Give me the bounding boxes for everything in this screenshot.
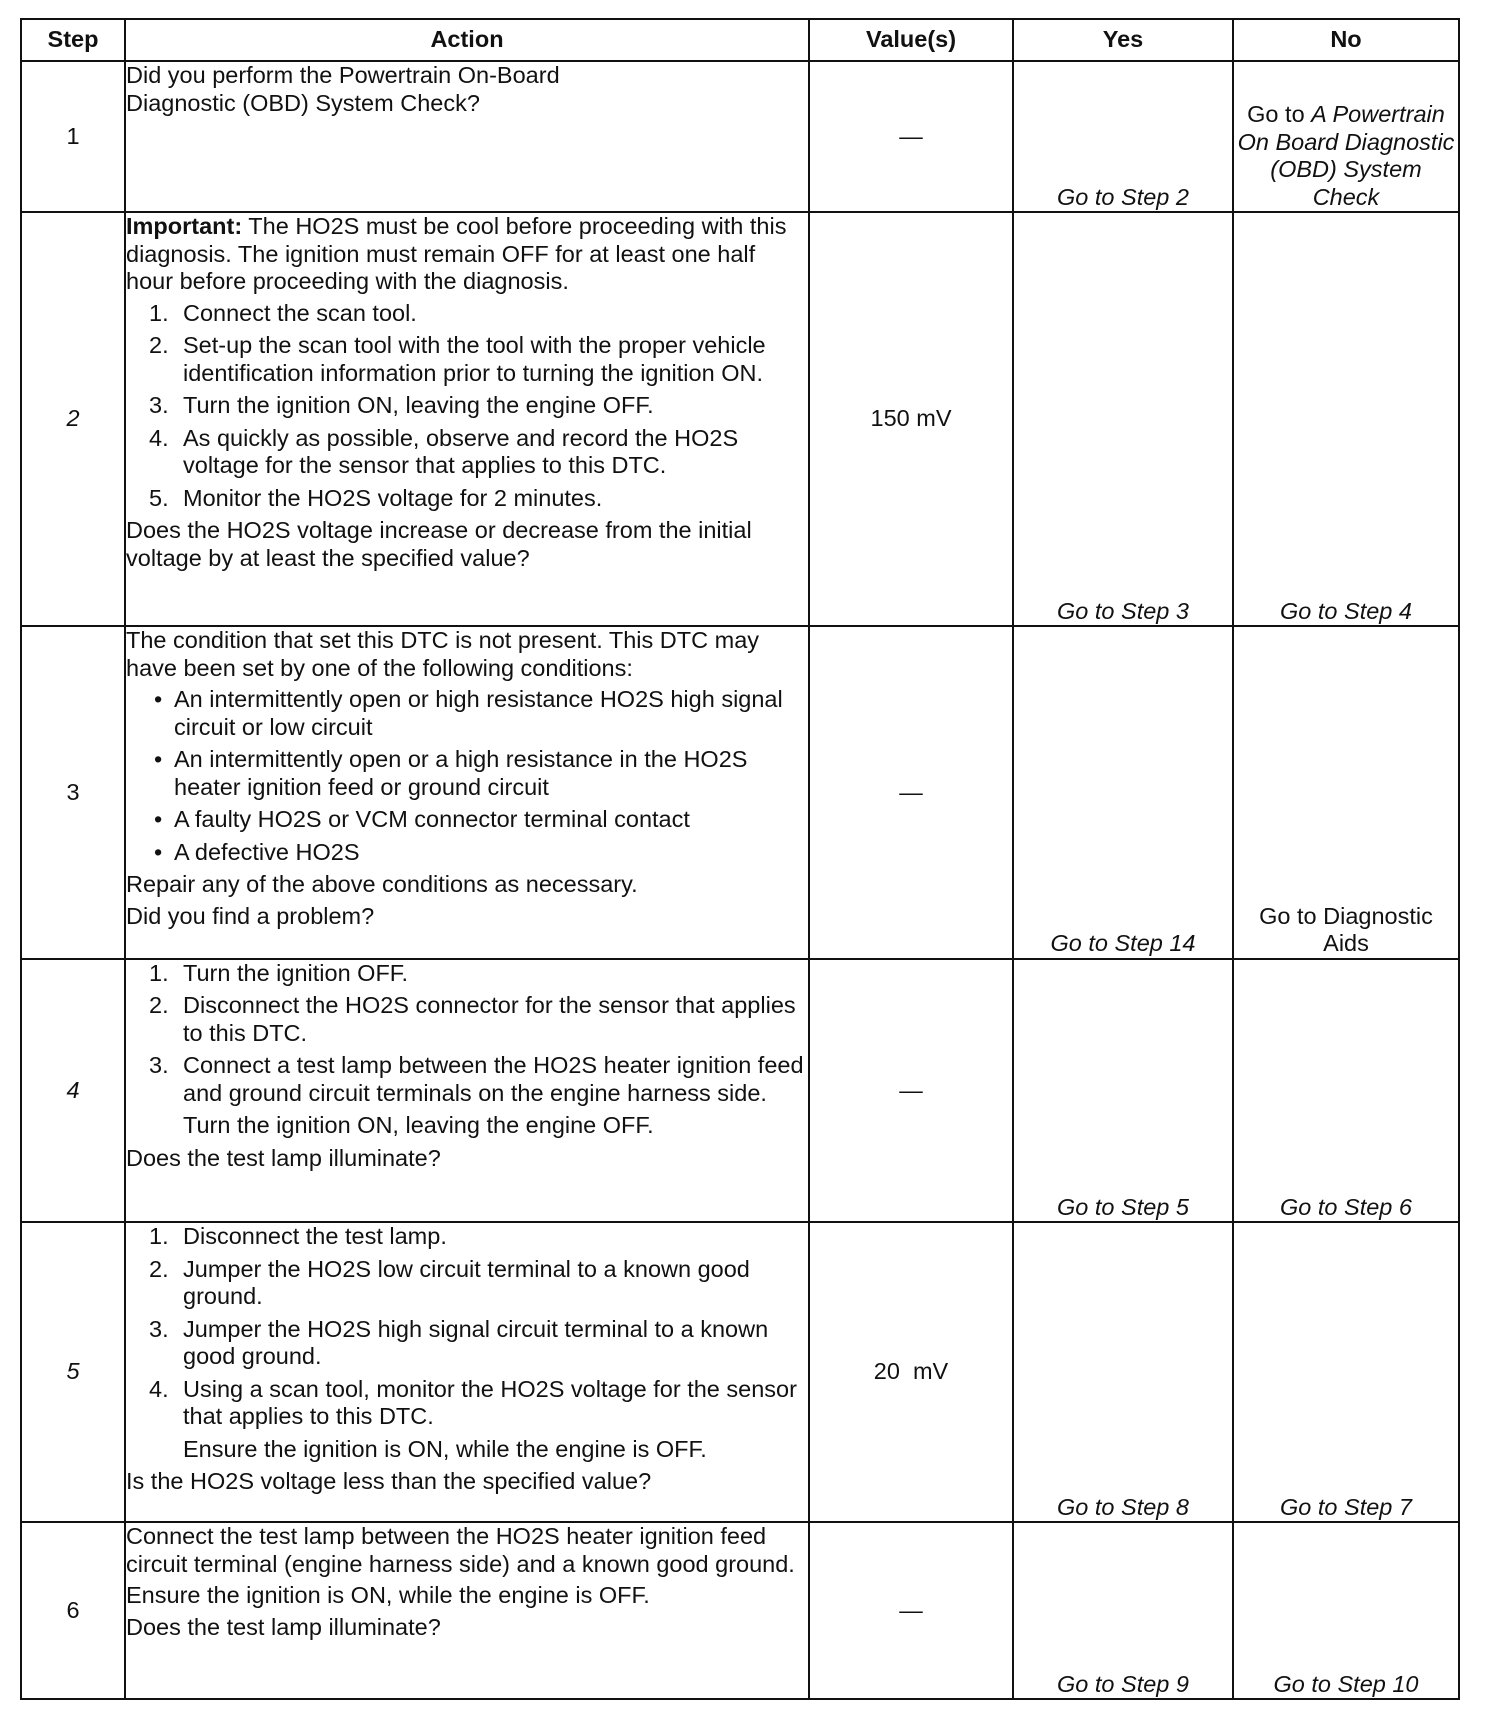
- header-row: [21, 19, 1459, 61]
- list-item: • A faulty HO2S or VCM connector terminal contact: [174, 806, 808, 834]
- yes-cell: Go to Step 5: [1013, 959, 1233, 1222]
- no-cell: [1233, 61, 1459, 212]
- procedure-list: [126, 1223, 808, 1463]
- yes-cell: Go to Step 14: [1013, 626, 1233, 958]
- table-row: [21, 1522, 1459, 1699]
- no-cell: Go to Step 4: [1233, 212, 1459, 626]
- action-text: Did you perform the Powertrain On-Board Diagnostic (OBD) System Check?: [126, 62, 560, 116]
- no-prefix: Go to: [1247, 101, 1312, 128]
- action-cell: [125, 61, 809, 212]
- yes-cell: Go to Step 2: [1013, 61, 1233, 212]
- list-item: 2. Jumper the HO2S low circuit terminal to a known good ground.: [183, 1256, 808, 1311]
- no-cell: Go to Diagnostic Aids: [1233, 626, 1459, 958]
- step-number: 4: [21, 959, 125, 1222]
- no-link-text: A Powertrain On Board Diagnostic (OBD) System Check: [1237, 101, 1455, 210]
- header-no: No: [1233, 19, 1459, 61]
- table-row: [21, 959, 1459, 1222]
- list-item: • An intermittently open or a high resistance in the HO2S heater ignition feed or ground circuit: [174, 746, 808, 801]
- list-item: 1. Connect the scan tool.: [183, 300, 808, 328]
- step-number: 5: [21, 1222, 125, 1522]
- value-cell: —: [809, 959, 1013, 1222]
- action-question: Does the test lamp illuminate?: [126, 1144, 441, 1171]
- value-cell: 150 mV: [809, 212, 1013, 626]
- no-cell: Go to Step 10: [1233, 1522, 1459, 1699]
- list-continuation: Ensure the ignition is ON, while the engine is OFF.: [183, 1435, 707, 1462]
- no-cell: Go to Step 7: [1233, 1222, 1459, 1522]
- important-note: [126, 213, 808, 296]
- list-item: 1. Turn the ignition OFF.: [183, 960, 808, 988]
- action-intro: The condition that set this DTC is not present. This DTC may have been set by one of the following conditions:: [126, 627, 760, 681]
- no-cell: Go to Step 6: [1233, 959, 1459, 1222]
- list-continuation: Turn the ignition ON, leaving the engine OFF.: [183, 1112, 654, 1139]
- action-intro: Connect the test lamp between the HO2S heater ignition feed circuit terminal (engine harness side) and a known good ground.: [126, 1523, 795, 1577]
- list-item: • An intermittently open or high resistance HO2S high signal circuit or low circuit: [174, 686, 808, 741]
- value-cell: 20 mV: [809, 1222, 1013, 1522]
- important-text: The HO2S must be cool before proceeding with this diagnosis. The ignition must remain OFF for at least one half hour before proceeding with the diagnosis.: [126, 213, 787, 295]
- yes-cell: Go to Step 9: [1013, 1522, 1233, 1699]
- action-question: Is the HO2S voltage less than the specified value?: [126, 1468, 652, 1495]
- header-yes: Yes: [1013, 19, 1233, 61]
- action-cell: [125, 212, 809, 626]
- action-repair: Repair any of the above conditions as necessary.: [126, 871, 638, 898]
- value-cell: —: [809, 61, 1013, 212]
- value-cell: —: [809, 1522, 1013, 1699]
- list-item: 4. Using a scan tool, monitor the HO2S voltage for the sensor that applies to this DTC.: [183, 1376, 808, 1431]
- table-row: [21, 626, 1459, 958]
- yes-cell: Go to Step 8: [1013, 1222, 1233, 1522]
- important-label: Important:: [126, 213, 243, 240]
- table-row: [21, 1222, 1459, 1522]
- value-cell: —: [809, 626, 1013, 958]
- header-step: Step: [21, 19, 125, 61]
- step-number: 6: [21, 1522, 125, 1699]
- action-question: Did you find a problem?: [126, 902, 375, 929]
- list-item: 3. Connect a test lamp between the HO2S heater ignition feed and ground circuit terminals on the engine harness side.: [183, 1052, 808, 1107]
- table-row: [21, 212, 1459, 626]
- action-cell: [125, 626, 809, 958]
- list-item: 3. Turn the ignition ON, leaving the engine OFF.: [183, 392, 808, 420]
- header-action: Action: [125, 19, 809, 61]
- step-number: 3: [21, 626, 125, 958]
- procedure-list: [126, 300, 808, 513]
- yes-cell: Go to Step 3: [1013, 212, 1233, 626]
- list-item: 3. Jumper the HO2S high signal circuit terminal to a known good ground.: [183, 1316, 808, 1371]
- action-question: Does the HO2S voltage increase or decrease from the initial voltage by at least the specified value?: [126, 517, 752, 571]
- action-cell: [125, 1222, 809, 1522]
- step-number: 2: [21, 212, 125, 626]
- header-values: Value(s): [809, 19, 1013, 61]
- list-item: 1. Disconnect the test lamp.: [183, 1223, 808, 1251]
- action-ensure: Ensure the ignition is ON, while the engine is OFF.: [126, 1582, 650, 1608]
- diagnostic-table: [20, 18, 1460, 1700]
- list-item: 5. Monitor the HO2S voltage for 2 minutes.: [183, 485, 808, 513]
- condition-list: [126, 686, 808, 866]
- table-row: [21, 61, 1459, 212]
- step-number: 1: [21, 61, 125, 212]
- procedure-list: [126, 960, 808, 1140]
- action-question: Does the test lamp illuminate?: [126, 1613, 441, 1640]
- list-item: 2. Disconnect the HO2S connector for the sensor that applies to this DTC.: [183, 992, 808, 1047]
- list-item: • A defective HO2S: [174, 839, 808, 867]
- action-cell: [125, 1522, 809, 1699]
- list-item: 2. Set-up the scan tool with the tool with the proper vehicle identification information prior to turning the ignition ON.: [183, 332, 808, 387]
- list-item: 4. As quickly as possible, observe and record the HO2S voltage for the sensor that applies to this DTC.: [183, 425, 808, 480]
- action-cell: [125, 959, 809, 1222]
